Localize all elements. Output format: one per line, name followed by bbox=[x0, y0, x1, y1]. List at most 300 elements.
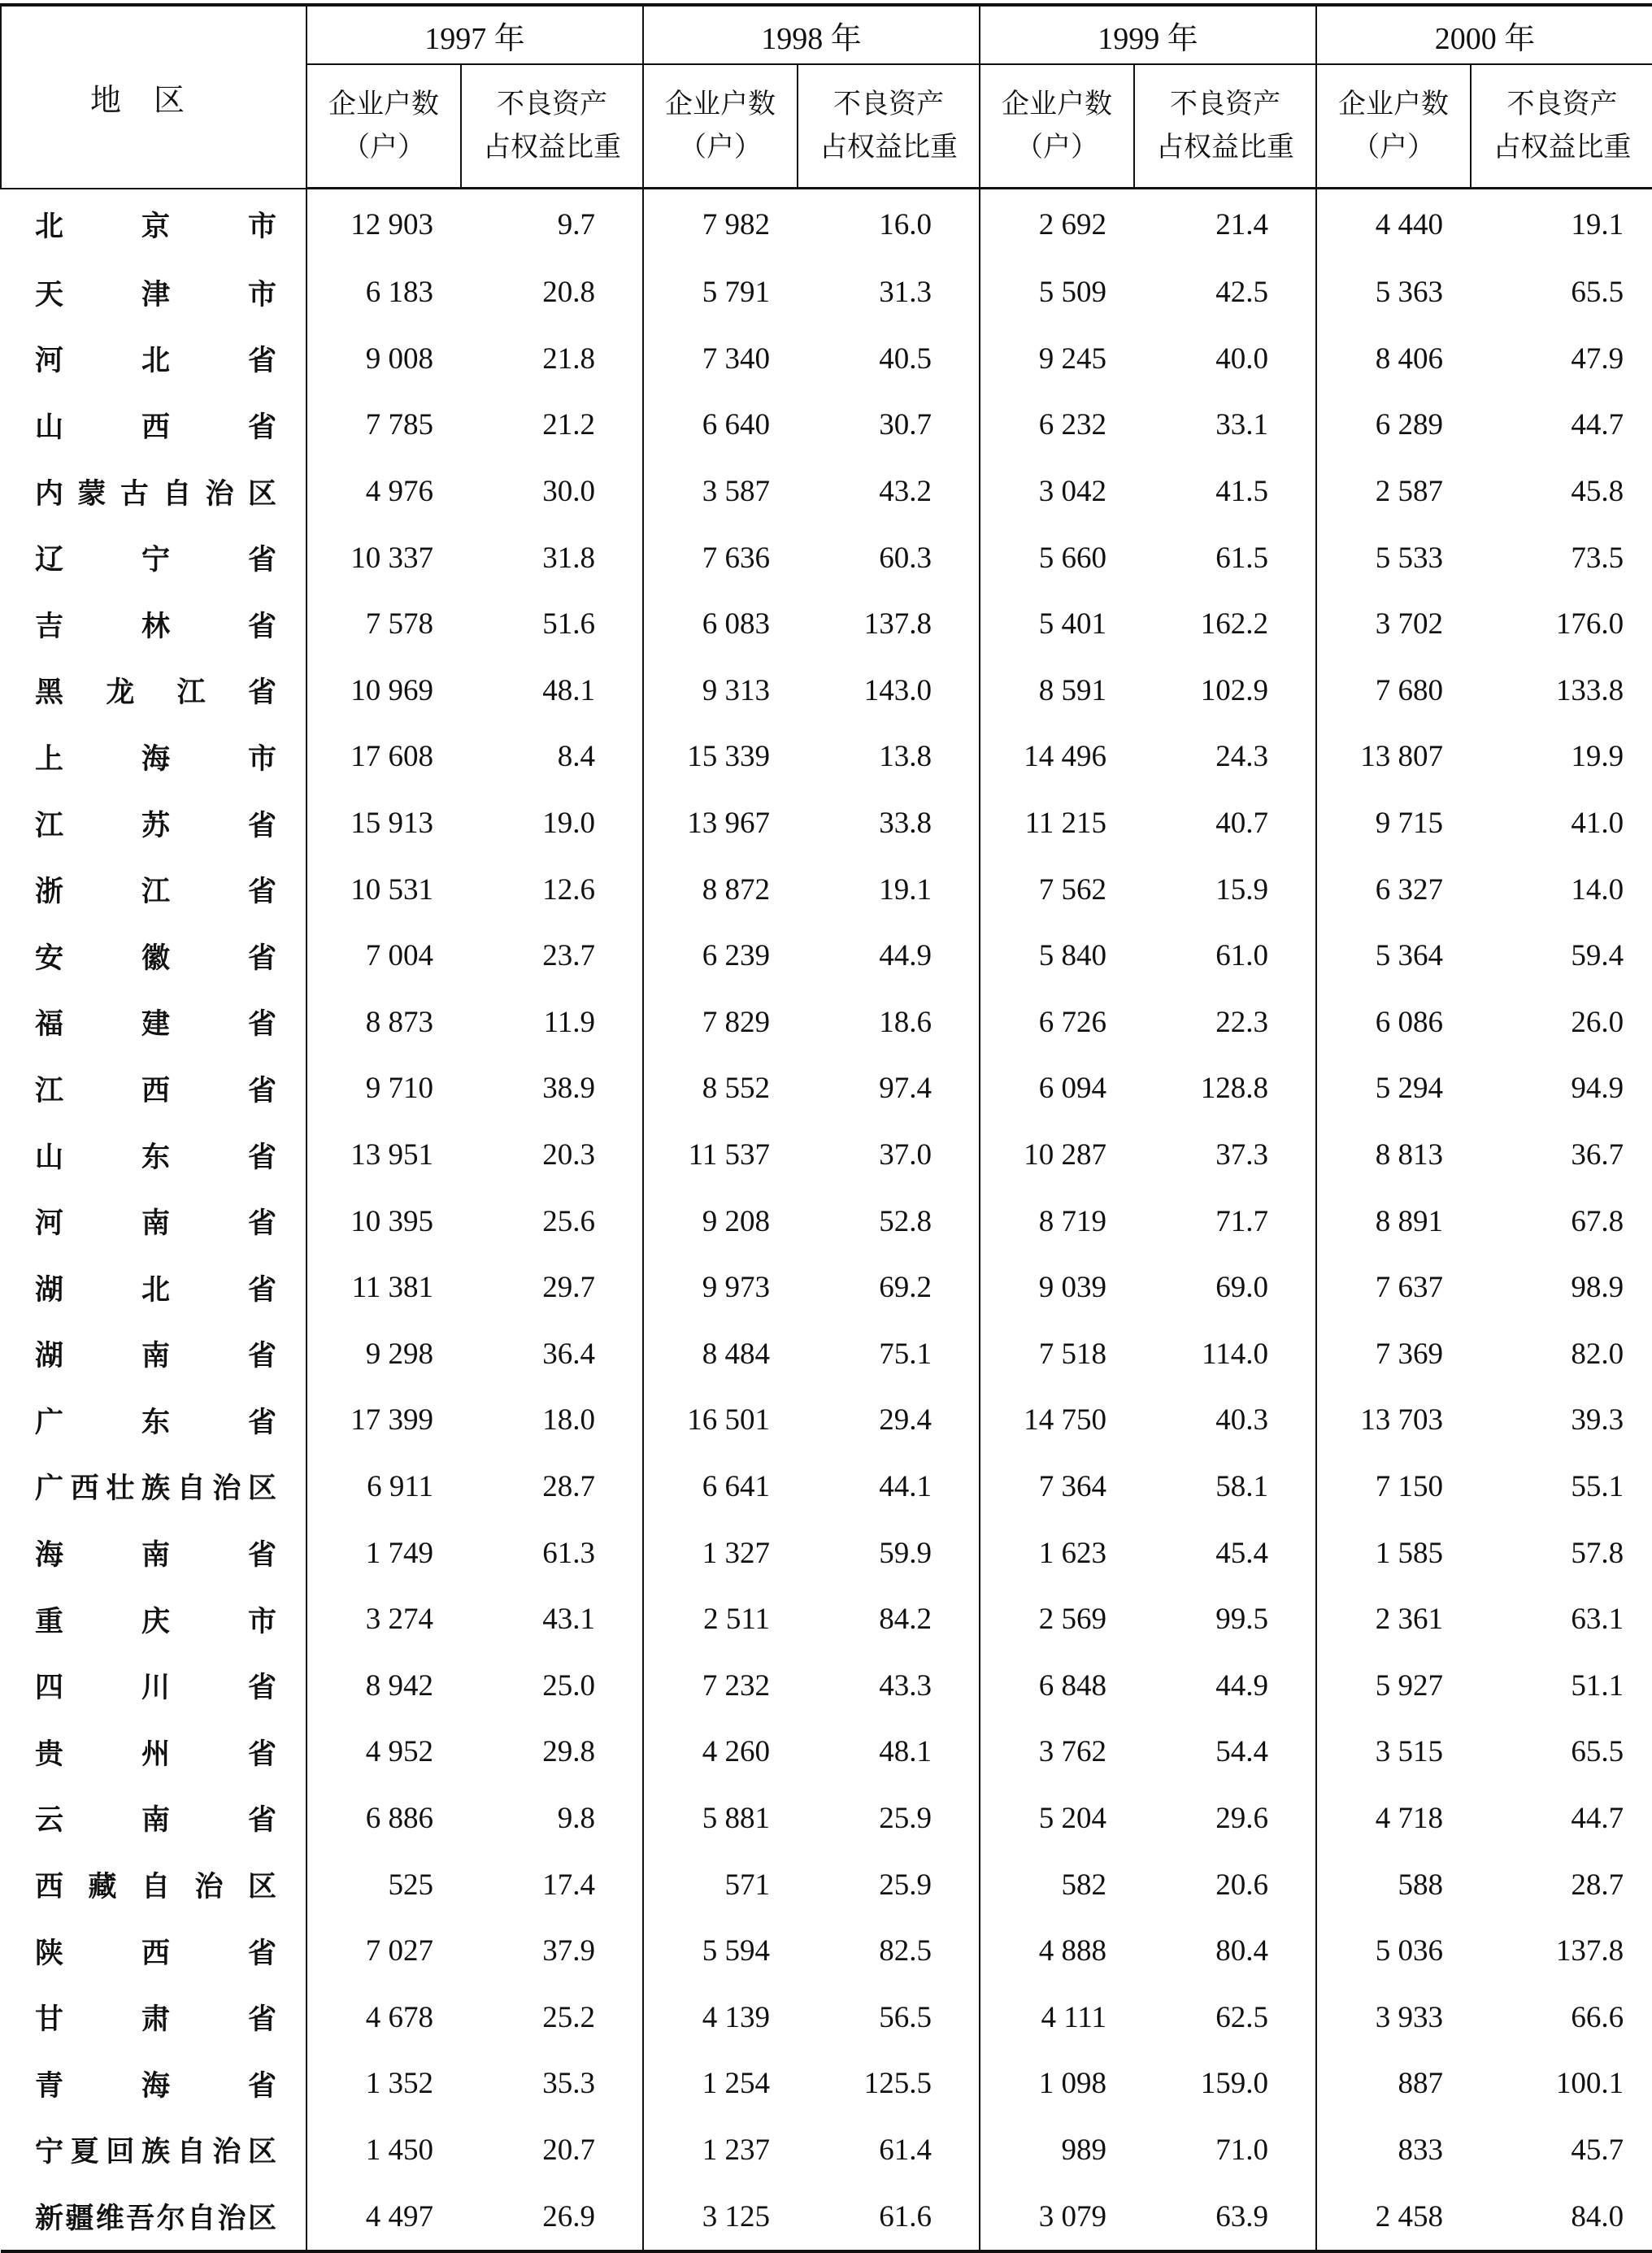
table-row bbox=[1, 724, 1652, 790]
bad-asset-ratio-cell: 61.4 bbox=[879, 2133, 933, 2167]
region-header: 地区 bbox=[1, 5, 306, 189]
enterprise-count-cell: 10 531 bbox=[306, 856, 461, 923]
bad-asset-ratio-cell: 43.1 bbox=[542, 1603, 596, 1637]
enterprise-count-cell: 3 933 bbox=[1316, 1984, 1471, 2051]
bad-asset-ratio-cell: 28.7 bbox=[542, 1469, 596, 1503]
region-cell: 广东省 bbox=[35, 1406, 276, 1439]
enterprise-count-cell: 9 973 bbox=[643, 1255, 798, 1321]
region-cell: 江西省 bbox=[35, 1074, 276, 1107]
bad-asset-ratio-cell: 125.5 bbox=[863, 2067, 933, 2101]
bad-asset-ratio-cell: 29.8 bbox=[542, 1735, 596, 1769]
count-column-header-line: 企业户数 bbox=[665, 88, 776, 121]
bad-asset-ratio-cell: 61.5 bbox=[1215, 541, 1269, 575]
enterprise-count-cell: 5 363 bbox=[1316, 259, 1471, 326]
table-row bbox=[1, 989, 1652, 1056]
enterprise-count-cell: 8 891 bbox=[1316, 1188, 1471, 1255]
enterprise-count-cell: 13 807 bbox=[1316, 724, 1471, 790]
bad-asset-ratio-cell: 29.7 bbox=[542, 1271, 596, 1305]
enterprise-count-cell: 2 458 bbox=[1316, 2183, 1471, 2251]
ratio-column-header-line: 不良资产 bbox=[1506, 88, 1618, 121]
enterprise-count-cell: 7 578 bbox=[306, 591, 461, 658]
bad-asset-ratio-cell: 69.2 bbox=[879, 1271, 933, 1305]
bad-asset-ratio-cell: 45.8 bbox=[1571, 475, 1624, 509]
enterprise-count-cell: 7 150 bbox=[1316, 1454, 1471, 1520]
enterprise-count-cell: 8 872 bbox=[643, 856, 798, 923]
bad-asset-ratio-cell: 9.8 bbox=[557, 1801, 596, 1835]
bad-asset-ratio-cell: 35.3 bbox=[542, 2067, 596, 2101]
bad-asset-ratio-cell: 26.9 bbox=[461, 2183, 643, 2251]
table-row bbox=[1, 1652, 1652, 1719]
enterprise-count-cell: 6 327 bbox=[1316, 856, 1471, 923]
bad-asset-ratio-cell: 21.8 bbox=[542, 341, 596, 376]
enterprise-count-cell: 6 886 bbox=[306, 1785, 461, 1852]
table-body bbox=[1, 189, 1652, 2251]
region-cell: 浙江省 bbox=[35, 876, 276, 909]
enterprise-count-cell: 14 496 bbox=[980, 724, 1134, 790]
bad-asset-ratio-cell: 39.3 bbox=[1571, 1403, 1624, 1437]
ratio-column-header-line: 占权益比重 bbox=[483, 131, 621, 163]
bad-asset-ratio-cell: 80.4 bbox=[1215, 1934, 1269, 1968]
enterprise-count-cell: 6 086 bbox=[1316, 989, 1471, 1056]
bad-asset-ratio-cell: 20.6 bbox=[1215, 1868, 1269, 1902]
bad-asset-ratio-cell: 28.7 bbox=[1571, 1868, 1624, 1902]
count-column-header-line: 企业户数 bbox=[328, 88, 439, 121]
bad-asset-ratio-cell: 20.7 bbox=[542, 2133, 596, 2167]
bad-asset-ratio-cell: 58.1 bbox=[1215, 1469, 1269, 1503]
enterprise-count-cell: 8 406 bbox=[1316, 326, 1471, 393]
count-column-header-line: （户） bbox=[1015, 131, 1099, 163]
region-cell: 天津市 bbox=[35, 278, 276, 311]
enterprise-count-cell: 3 125 bbox=[643, 2183, 798, 2251]
ratio-column-header bbox=[1134, 64, 1316, 189]
bad-asset-ratio-cell: 61.3 bbox=[542, 1536, 596, 1570]
bad-asset-ratio-cell: 31.3 bbox=[879, 276, 933, 310]
enterprise-count-cell: 16 501 bbox=[643, 1387, 798, 1454]
bad-asset-ratio-cell: 40.3 bbox=[1215, 1403, 1269, 1437]
enterprise-count-cell: 13 967 bbox=[643, 790, 798, 857]
region-cell: 河北省 bbox=[35, 345, 276, 378]
bad-asset-ratio-cell: 40.5 bbox=[879, 341, 933, 376]
bad-asset-ratio-cell: 23.7 bbox=[542, 939, 596, 973]
bad-asset-ratio-cell: 82.5 bbox=[879, 1934, 933, 1968]
ratio-column-header-line: 占权益比重 bbox=[819, 131, 959, 163]
enterprise-count-cell: 6 848 bbox=[980, 1652, 1134, 1719]
table-row bbox=[1, 2183, 1652, 2251]
enterprise-count-cell: 571 bbox=[643, 1851, 798, 1918]
bad-asset-ratio-cell: 25.9 bbox=[879, 1801, 933, 1835]
enterprise-count-cell: 15 339 bbox=[643, 724, 798, 790]
enterprise-count-cell: 8 813 bbox=[1316, 1122, 1471, 1189]
bad-asset-ratio-cell: 44.7 bbox=[1571, 1801, 1624, 1835]
region-cell: 陕西省 bbox=[35, 1937, 276, 1970]
bad-asset-ratio-cell: 52.8 bbox=[879, 1204, 933, 1238]
bad-asset-ratio-cell: 99.5 bbox=[1215, 1603, 1269, 1637]
enterprise-count-cell: 3 274 bbox=[306, 1586, 461, 1653]
bad-asset-ratio-cell: 82.0 bbox=[1571, 1337, 1624, 1371]
table-row bbox=[1, 1321, 1652, 1388]
enterprise-count-cell: 7 636 bbox=[643, 524, 798, 591]
enterprise-count-cell: 7 518 bbox=[980, 1321, 1134, 1388]
enterprise-count-cell: 5 660 bbox=[980, 524, 1134, 591]
bad-asset-ratio-cell: 33.8 bbox=[879, 807, 933, 841]
bad-asset-ratio-cell: 62.5 bbox=[1215, 2000, 1269, 2034]
count-column-header bbox=[1316, 64, 1471, 189]
bad-asset-ratio-cell: 21.4 bbox=[1215, 207, 1269, 241]
enterprise-count-cell: 3 042 bbox=[980, 459, 1134, 525]
bad-asset-ratio-cell: 11.9 bbox=[543, 1005, 596, 1039]
bad-asset-ratio-cell: 100.1 bbox=[1555, 2067, 1624, 2101]
enterprise-count-cell: 11 537 bbox=[643, 1122, 798, 1189]
table-row bbox=[1, 524, 1652, 591]
enterprise-count-cell: 8 484 bbox=[643, 1321, 798, 1388]
bad-asset-ratio-cell: 47.9 bbox=[1571, 341, 1624, 376]
bad-asset-ratio-cell: 14.0 bbox=[1571, 872, 1624, 907]
enterprise-count-cell: 9 008 bbox=[306, 326, 461, 393]
bad-asset-ratio-cell: 63.9 bbox=[1134, 2183, 1316, 2251]
region-cell: 广西壮族自治区 bbox=[35, 1472, 276, 1506]
enterprise-count-cell: 7 637 bbox=[1316, 1255, 1471, 1321]
bad-asset-ratio-cell: 102.9 bbox=[1200, 673, 1269, 707]
bad-asset-ratio-cell: 57.8 bbox=[1571, 1536, 1624, 1570]
region-cell: 河南省 bbox=[35, 1207, 276, 1241]
enterprise-count-cell: 9 039 bbox=[980, 1255, 1134, 1321]
bad-asset-ratio-cell: 75.1 bbox=[879, 1337, 933, 1371]
table-row bbox=[1, 1454, 1652, 1520]
enterprise-count-cell: 5 594 bbox=[643, 1918, 798, 1985]
bad-asset-ratio-cell: 38.9 bbox=[542, 1072, 596, 1106]
table-row bbox=[1, 1785, 1652, 1852]
bad-asset-ratio-cell: 48.1 bbox=[542, 673, 596, 707]
region-cell: 山东省 bbox=[35, 1141, 276, 1174]
enterprise-count-cell: 7 785 bbox=[306, 392, 461, 459]
bad-asset-ratio-cell: 51.6 bbox=[542, 607, 596, 642]
bad-asset-ratio-cell: 59.9 bbox=[879, 1536, 933, 1570]
table-row bbox=[1, 790, 1652, 857]
bad-asset-ratio-cell: 143.0 bbox=[863, 673, 933, 707]
bad-asset-ratio-cell: 43.2 bbox=[879, 475, 933, 509]
enterprise-count-cell: 7 340 bbox=[643, 326, 798, 393]
bad-asset-ratio-cell: 84.0 bbox=[1471, 2183, 1652, 2251]
year-header: 1998 年 bbox=[643, 5, 980, 64]
enterprise-count-cell: 7 364 bbox=[980, 1454, 1134, 1520]
count-column-header bbox=[980, 64, 1134, 189]
enterprise-count-cell: 10 287 bbox=[980, 1122, 1134, 1189]
enterprise-count-cell: 887 bbox=[1316, 2051, 1471, 2117]
bad-asset-ratio-cell: 40.7 bbox=[1215, 807, 1269, 841]
enterprise-count-cell: 10 337 bbox=[306, 524, 461, 591]
bad-asset-ratio-cell: 44.9 bbox=[1215, 1668, 1269, 1703]
bad-asset-ratio-cell: 33.1 bbox=[1215, 408, 1269, 442]
table-row bbox=[1, 1188, 1652, 1255]
bad-asset-ratio-cell: 19.1 bbox=[1571, 207, 1624, 241]
year-header: 2000 年 bbox=[1316, 5, 1652, 64]
enterprise-count-cell: 6 239 bbox=[643, 923, 798, 989]
bad-asset-ratio-cell: 71.7 bbox=[1215, 1204, 1269, 1238]
enterprise-count-cell: 1 749 bbox=[306, 1520, 461, 1586]
bad-asset-ratio-cell: 18.0 bbox=[542, 1403, 596, 1437]
table-row bbox=[1, 2051, 1652, 2117]
bad-asset-ratio-cell: 63.1 bbox=[1571, 1603, 1624, 1637]
enterprise-count-cell: 11 381 bbox=[306, 1255, 461, 1321]
bad-asset-ratio-cell: 25.2 bbox=[542, 2000, 596, 2034]
enterprise-count-cell: 8 552 bbox=[643, 1055, 798, 1122]
bad-asset-ratio-cell: 31.8 bbox=[542, 541, 596, 575]
enterprise-count-cell: 6 232 bbox=[980, 392, 1134, 459]
bad-asset-ratio-cell: 65.5 bbox=[1571, 1735, 1624, 1769]
enterprise-count-cell: 6 911 bbox=[306, 1454, 461, 1520]
enterprise-count-cell: 7 680 bbox=[1316, 658, 1471, 724]
table-row bbox=[1, 658, 1652, 724]
bad-asset-ratio-cell: 114.0 bbox=[1202, 1337, 1269, 1371]
enterprise-count-cell: 6 183 bbox=[306, 259, 461, 326]
table-row bbox=[1, 856, 1652, 923]
bad-asset-ratio-cell: 29.6 bbox=[1215, 1801, 1269, 1835]
bad-asset-ratio-cell: 61.0 bbox=[1215, 939, 1269, 973]
enterprise-count-cell: 7 369 bbox=[1316, 1321, 1471, 1388]
table-row bbox=[1, 1055, 1652, 1122]
bad-asset-ratio-cell: 25.0 bbox=[542, 1668, 596, 1703]
bad-asset-ratio-cell: 45.4 bbox=[1215, 1536, 1269, 1570]
enterprise-count-cell: 3 762 bbox=[980, 1719, 1134, 1785]
enterprise-count-cell: 2 511 bbox=[643, 1586, 798, 1653]
count-column-header-line: （户） bbox=[1352, 131, 1436, 163]
bad-asset-ratio-cell: 19.1 bbox=[879, 872, 933, 907]
enterprise-count-cell: 4 111 bbox=[980, 1984, 1134, 2051]
table-row bbox=[1, 392, 1652, 459]
bad-asset-ratio-cell: 36.7 bbox=[1571, 1138, 1624, 1172]
enterprise-count-cell: 1 327 bbox=[643, 1520, 798, 1586]
enterprise-count-cell: 7 562 bbox=[980, 856, 1134, 923]
enterprise-count-cell: 4 678 bbox=[306, 1984, 461, 2051]
enterprise-count-cell: 3 515 bbox=[1316, 1719, 1471, 1785]
region-cell: 甘肃省 bbox=[35, 2003, 276, 2037]
bad-asset-ratio-cell: 20.3 bbox=[542, 1138, 596, 1172]
bad-asset-ratio-cell: 54.4 bbox=[1215, 1735, 1269, 1769]
enterprise-count-cell: 1 254 bbox=[643, 2051, 798, 2117]
region-cell: 江苏省 bbox=[35, 809, 276, 842]
enterprise-count-cell: 1 623 bbox=[980, 1520, 1134, 1586]
enterprise-count-cell: 525 bbox=[306, 1851, 461, 1918]
region-cell: 吉林省 bbox=[35, 610, 276, 643]
bad-asset-ratio-cell: 65.5 bbox=[1571, 276, 1624, 310]
enterprise-count-cell: 9 710 bbox=[306, 1055, 461, 1122]
year-header: 1997 年 bbox=[306, 5, 643, 64]
enterprise-count-cell: 15 913 bbox=[306, 790, 461, 857]
region-cell: 重庆市 bbox=[35, 1605, 276, 1638]
bad-asset-ratio-cell: 29.4 bbox=[879, 1403, 933, 1437]
enterprise-count-cell: 6 083 bbox=[643, 591, 798, 658]
bad-asset-ratio-cell: 73.5 bbox=[1571, 541, 1624, 575]
table-row bbox=[1, 1255, 1652, 1321]
table-header bbox=[1, 5, 1652, 189]
bad-asset-ratio-cell: 22.3 bbox=[1215, 1005, 1269, 1039]
ratio-column-header bbox=[1471, 64, 1652, 189]
table-row bbox=[1, 1851, 1652, 1918]
table-row bbox=[1, 2117, 1652, 2184]
bad-asset-ratio-cell: 25.6 bbox=[542, 1204, 596, 1238]
enterprise-count-cell: 6 289 bbox=[1316, 392, 1471, 459]
bad-asset-ratio-cell: 97.4 bbox=[879, 1072, 933, 1106]
region-cell: 福建省 bbox=[35, 1008, 276, 1042]
table-row bbox=[1, 591, 1652, 658]
bad-asset-ratio-cell: 84.2 bbox=[879, 1603, 933, 1637]
ratio-column-header-line: 占权益比重 bbox=[1156, 131, 1295, 163]
bad-asset-ratio-cell: 94.9 bbox=[1571, 1072, 1624, 1106]
enterprise-count-cell: 1 585 bbox=[1316, 1520, 1471, 1586]
enterprise-count-cell: 9 208 bbox=[643, 1188, 798, 1255]
enterprise-count-cell: 9 298 bbox=[306, 1321, 461, 1388]
region-cell: 海南省 bbox=[35, 1539, 276, 1572]
bad-asset-ratio-cell: 67.8 bbox=[1571, 1204, 1624, 1238]
bad-asset-ratio-cell: 162.2 bbox=[1200, 607, 1269, 642]
enterprise-count-cell: 6 726 bbox=[980, 989, 1134, 1056]
bad-asset-ratio-cell: 41.5 bbox=[1215, 475, 1269, 509]
region-cell: 上海市 bbox=[35, 742, 276, 776]
region-cell: 山西省 bbox=[35, 411, 276, 444]
enterprise-count-cell: 5 294 bbox=[1316, 1055, 1471, 1122]
enterprise-count-cell: 1 098 bbox=[980, 2051, 1134, 2117]
bad-asset-ratio-cell: 51.1 bbox=[1571, 1668, 1624, 1703]
enterprise-count-cell: 6 640 bbox=[643, 392, 798, 459]
region-cell: 新疆维吾尔自治区 bbox=[1, 2183, 306, 2251]
bad-asset-ratio-cell: 21.2 bbox=[542, 408, 596, 442]
bad-asset-ratio-cell: 133.8 bbox=[1555, 673, 1624, 707]
enterprise-count-cell: 1 450 bbox=[306, 2117, 461, 2184]
bad-asset-ratio-cell: 43.3 bbox=[879, 1668, 933, 1703]
bad-asset-ratio-cell: 37.9 bbox=[542, 1934, 596, 1968]
enterprise-count-cell: 10 395 bbox=[306, 1188, 461, 1255]
region-cell: 辽宁省 bbox=[35, 544, 276, 577]
bad-asset-ratio-cell: 61.6 bbox=[798, 2183, 980, 2251]
bad-asset-ratio-cell: 40.0 bbox=[1215, 341, 1269, 376]
table-row bbox=[1, 189, 1652, 260]
enterprise-count-cell: 13 951 bbox=[306, 1122, 461, 1189]
region-cell: 四川省 bbox=[35, 1672, 276, 1705]
enterprise-count-cell: 7 232 bbox=[643, 1652, 798, 1719]
table-row bbox=[1, 326, 1652, 393]
bad-asset-ratio-cell: 8.4 bbox=[557, 740, 596, 774]
enterprise-count-cell: 5 036 bbox=[1316, 1918, 1471, 1985]
bad-asset-ratio-cell: 12.6 bbox=[542, 872, 596, 907]
bad-asset-ratio-cell: 19.9 bbox=[1571, 740, 1624, 774]
region-cell: 安徽省 bbox=[35, 942, 276, 975]
bad-asset-ratio-cell: 137.8 bbox=[863, 607, 933, 642]
ratio-column-header-line: 不良资产 bbox=[833, 88, 945, 121]
region-cell: 青海省 bbox=[35, 2069, 276, 2103]
enterprise-count-cell: 17 608 bbox=[306, 724, 461, 790]
enterprise-count-cell: 4 260 bbox=[643, 1719, 798, 1785]
bad-asset-ratio-cell: 44.1 bbox=[879, 1469, 933, 1503]
enterprise-count-cell: 5 927 bbox=[1316, 1652, 1471, 1719]
enterprise-count-cell: 9 715 bbox=[1316, 790, 1471, 857]
enterprise-count-cell: 10 969 bbox=[306, 658, 461, 724]
count-column-header bbox=[643, 64, 798, 189]
enterprise-count-cell: 7 982 bbox=[643, 189, 798, 260]
enterprise-count-cell: 7 027 bbox=[306, 1918, 461, 1985]
count-column-header bbox=[306, 64, 461, 189]
enterprise-count-cell: 989 bbox=[980, 2117, 1134, 2184]
ratio-column-header-line: 占权益比重 bbox=[1493, 131, 1632, 163]
count-column-header-line: （户） bbox=[679, 131, 763, 163]
enterprise-count-cell: 8 719 bbox=[980, 1188, 1134, 1255]
enterprise-count-cell: 5 533 bbox=[1316, 524, 1471, 591]
bad-asset-ratio-cell: 36.4 bbox=[542, 1337, 596, 1371]
ratio-column-header-line: 不良资产 bbox=[1170, 88, 1281, 121]
bad-asset-ratio-cell: 30.7 bbox=[879, 408, 933, 442]
table-row bbox=[1, 459, 1652, 525]
year-header: 1999 年 bbox=[980, 5, 1316, 64]
enterprise-count-cell: 9 313 bbox=[643, 658, 798, 724]
bad-asset-ratio-cell: 56.5 bbox=[879, 2000, 933, 2034]
table-row bbox=[1, 259, 1652, 326]
region-cell: 北京市 bbox=[35, 210, 276, 243]
enterprise-count-cell: 1 237 bbox=[643, 2117, 798, 2184]
bad-asset-ratio-cell: 60.3 bbox=[879, 541, 933, 575]
bad-asset-ratio-cell: 71.0 bbox=[1215, 2133, 1269, 2167]
region-cell: 西藏自治区 bbox=[35, 1871, 276, 1904]
region-cell: 湖北省 bbox=[35, 1273, 276, 1307]
bad-asset-ratio-cell: 45.7 bbox=[1571, 2133, 1624, 2167]
bad-asset-ratio-cell: 176.0 bbox=[1555, 607, 1624, 642]
enterprise-count-cell: 8 942 bbox=[306, 1652, 461, 1719]
enterprise-count-cell: 7 829 bbox=[643, 989, 798, 1056]
region-cell: 黑龙江省 bbox=[35, 676, 276, 710]
bad-asset-ratio-cell: 16.0 bbox=[879, 207, 933, 241]
enterprise-count-cell: 14 750 bbox=[980, 1387, 1134, 1454]
enterprise-count-cell: 2 569 bbox=[980, 1586, 1134, 1653]
bad-asset-ratio-cell: 44.7 bbox=[1571, 408, 1624, 442]
ratio-column-header bbox=[798, 64, 980, 189]
enterprise-count-cell: 13 703 bbox=[1316, 1387, 1471, 1454]
table-row bbox=[1, 1719, 1652, 1785]
bad-asset-ratio-cell: 30.0 bbox=[542, 475, 596, 509]
bad-asset-ratio-cell: 24.3 bbox=[1215, 740, 1269, 774]
bad-asset-ratio-cell: 137.8 bbox=[1555, 1934, 1624, 1968]
enterprise-count-cell: 7 004 bbox=[306, 923, 461, 989]
enterprise-count-cell: 5 791 bbox=[643, 259, 798, 326]
region-cell: 宁夏回族自治区 bbox=[35, 2136, 276, 2169]
bad-asset-ratio-cell: 18.6 bbox=[879, 1005, 933, 1039]
enterprise-count-cell: 588 bbox=[1316, 1851, 1471, 1918]
table-row bbox=[1, 1122, 1652, 1189]
count-column-header-line: 企业户数 bbox=[1002, 88, 1113, 121]
enterprise-count-cell: 2 692 bbox=[980, 189, 1134, 260]
region-cell: 湖南省 bbox=[35, 1340, 276, 1373]
table-row bbox=[1, 923, 1652, 989]
bad-asset-ratio-cell: 20.8 bbox=[542, 276, 596, 310]
enterprise-count-cell: 8 873 bbox=[306, 989, 461, 1056]
bad-asset-ratio-cell: 17.4 bbox=[542, 1868, 596, 1902]
bad-asset-ratio-cell: 37.0 bbox=[879, 1138, 933, 1172]
enterprise-count-cell: 5 401 bbox=[980, 591, 1134, 658]
enterprise-count-cell: 5 840 bbox=[980, 923, 1134, 989]
enterprise-count-cell: 3 079 bbox=[980, 2183, 1134, 2251]
count-column-header-line: 企业户数 bbox=[1338, 88, 1450, 121]
bad-asset-ratio-cell: 13.8 bbox=[879, 740, 933, 774]
ratio-column-header bbox=[461, 64, 643, 189]
bad-asset-ratio-cell: 55.1 bbox=[1571, 1469, 1624, 1503]
enterprise-count-cell: 11 215 bbox=[980, 790, 1134, 857]
bad-asset-ratio-cell: 159.0 bbox=[1200, 2067, 1269, 2101]
enterprise-count-cell: 5 204 bbox=[980, 1785, 1134, 1852]
enterprise-count-cell: 4 497 bbox=[306, 2183, 461, 2251]
enterprise-count-cell: 1 352 bbox=[306, 2051, 461, 2117]
enterprise-count-cell: 6 094 bbox=[980, 1055, 1134, 1122]
bad-asset-ratio-cell: 42.5 bbox=[1215, 276, 1269, 310]
table-row bbox=[1, 1586, 1652, 1653]
enterprise-count-cell: 582 bbox=[980, 1851, 1134, 1918]
region-cell: 贵州省 bbox=[35, 1738, 276, 1771]
